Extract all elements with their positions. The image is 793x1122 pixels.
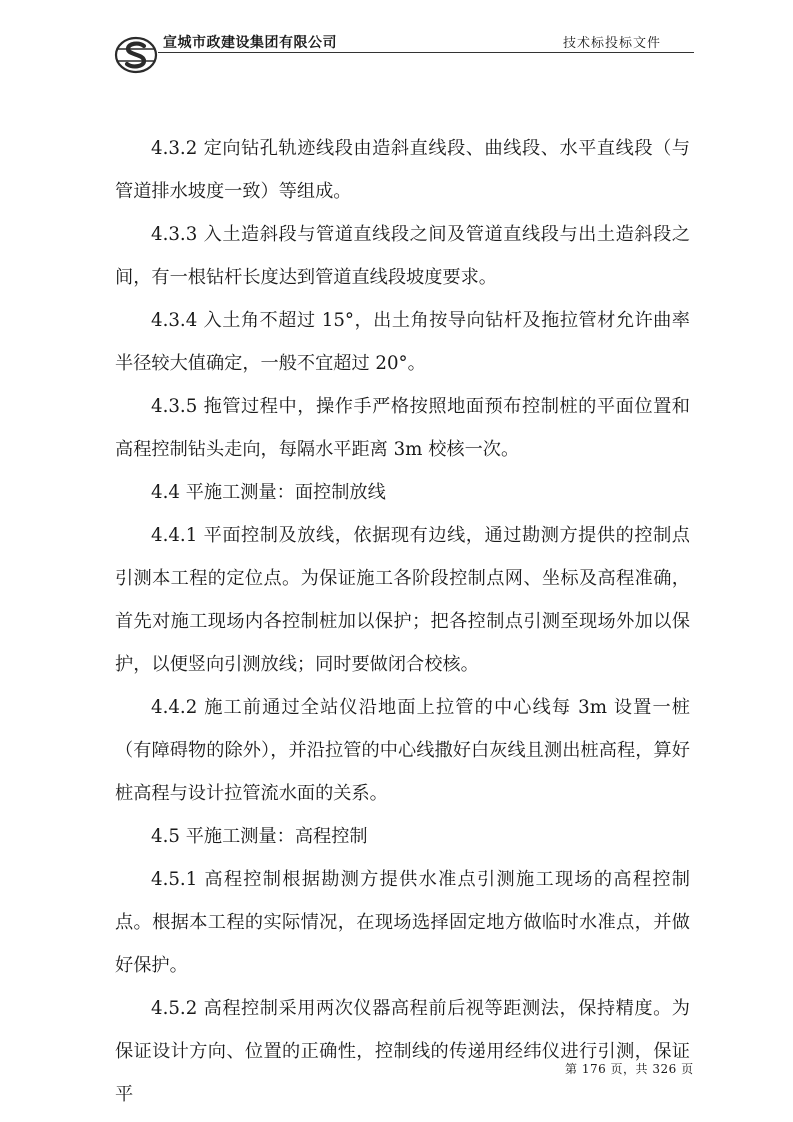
- paragraph-4-5-2: 4.5.2 高程控制采用两次仪器高程前后视等距测法，保持精度。为保证设计方向、位置的正确性，控制线的传递用经纬仪进行引测，保证平: [115, 998, 690, 1105]
- section-heading-4-5: 4.5 平施工测量：高程控制: [151, 826, 368, 847]
- paragraph-4-4-2: 4.4.2 施工前通过全站仪沿地面上拉管的中心线每 3m 设置一桩（有障碍物的除外），并沿拉管的中心线撒好白灰线且测出桩高程，算好桩高程与设计拉管流水面的关系。: [115, 697, 690, 804]
- paragraph-4-5-1: 4.5.1 高程控制根据勘测方提供水准点引测施工现场的高程控制点。根据本工程的实际情况，在现场选择固定地方做临时水准点，并做好保护。: [115, 869, 690, 976]
- paragraph-4-3-5: 4.3.5 拖管过程中，操作手严格按照地面预布控制桩的平面位置和高程控制钻头走向，每隔水平距离 3m 校核一次。: [115, 396, 690, 460]
- paragraph-4-3-3: 4.3.3 入土造斜段与管道直线段之间及管道直线段与出土造斜段之间，有一根钻杆长度达到管道直线段坡度要求。: [115, 224, 690, 288]
- section-heading-4-4: 4.4 平施工测量：面控制放线: [151, 482, 386, 503]
- document-body: [115, 127, 690, 1116]
- paragraph-4-3-2: 4.3.2 定向钻孔轨迹线段由造斜直线段、曲线段、水平直线段（与管道排水坡度一致）等组成。: [115, 138, 690, 202]
- page-number: 第 176 页，共 326 页: [565, 1062, 694, 1076]
- page-header: [0, 0, 793, 80]
- header-divider: [158, 52, 694, 53]
- paragraph-4-4-1: 4.4.1 平面控制及放线，依据现有边线，通过勘测方提供的控制点引测本工程的定位点。为保证施工各阶段控制点网、坐标及高程准确，首先对施工现场内各控制桩加以保护；把各控制点引测至现场外加以保护，以便竖向引测放线；同时要做闭合校核。: [115, 525, 690, 675]
- document-type: 技术标投标文件: [563, 36, 662, 51]
- company-logo-icon: [113, 35, 159, 75]
- paragraph-4-3-4: 4.3.4 入土角不超过 15°，出土角按导向钻杆及拖拉管材允许曲率半径较大值确定，一般不宜超过 20°。: [115, 310, 690, 374]
- company-name: 宣城市政建设集团有限公司: [163, 35, 337, 51]
